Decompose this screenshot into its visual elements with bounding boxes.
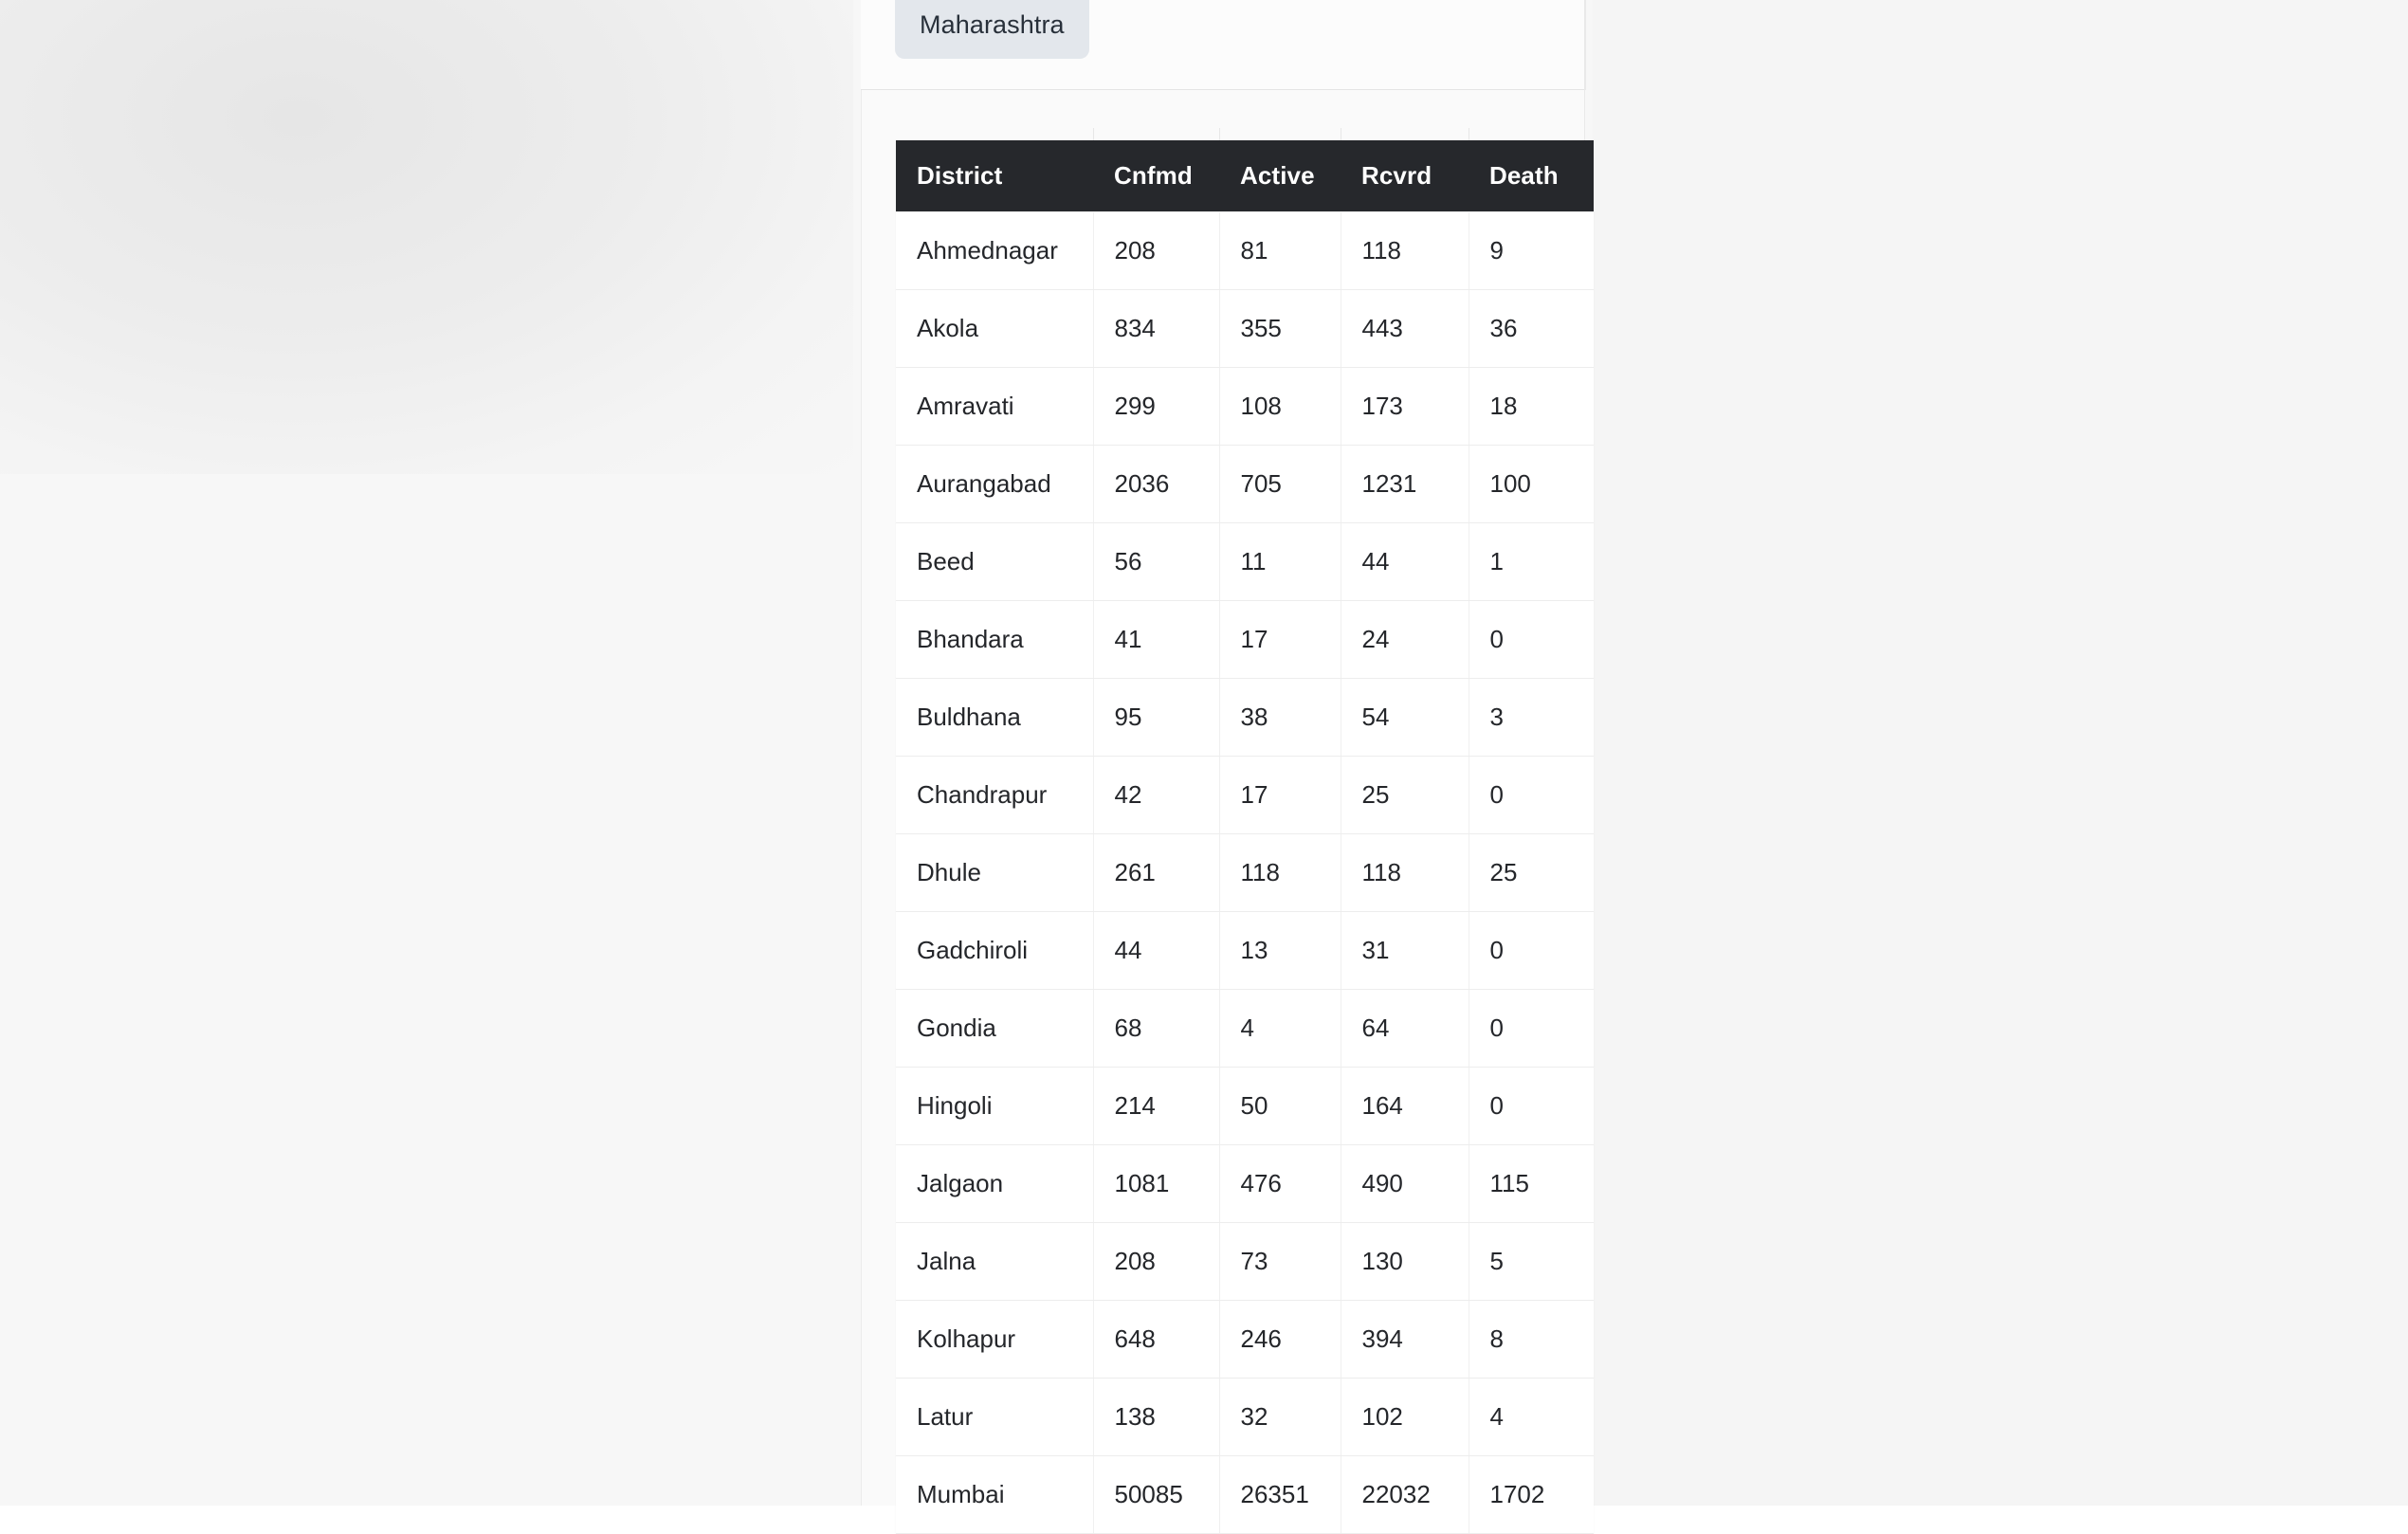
column-header-confirmed[interactable]: Cnfmd (1093, 140, 1219, 212)
cell-value: 25 (1469, 834, 1594, 912)
cell-value: 1 (1469, 523, 1594, 601)
cell-value: 115 (1469, 1145, 1594, 1223)
cell-value: 36 (1469, 290, 1594, 368)
cell-district: Kolhapur (896, 1301, 1093, 1379)
table-row (896, 446, 1594, 523)
column-header-recovered[interactable]: Rcvrd (1341, 140, 1469, 212)
cell-value: 50085 (1093, 1456, 1219, 1534)
table-row (896, 601, 1594, 679)
cell-value: 17 (1219, 757, 1341, 834)
table-header (896, 140, 1594, 212)
cell-value: 44 (1093, 912, 1219, 990)
column-header-deaths[interactable]: Death (1469, 140, 1594, 212)
cell-district: Latur (896, 1379, 1093, 1456)
table-row (896, 290, 1594, 368)
cell-value: 13 (1219, 912, 1341, 990)
cell-value: 24 (1341, 601, 1469, 679)
tab-bar-divider (861, 89, 1585, 90)
table-row (896, 834, 1594, 912)
cell-value: 25 (1341, 757, 1469, 834)
table-row (896, 1145, 1594, 1223)
cell-value: 0 (1469, 757, 1594, 834)
cell-value: 38 (1219, 679, 1341, 757)
cell-district: Aurangabad (896, 446, 1093, 523)
cell-value: 9 (1469, 212, 1594, 290)
cell-value: 11 (1219, 523, 1341, 601)
table-row (896, 912, 1594, 990)
table-row (896, 1456, 1594, 1534)
cell-value: 208 (1093, 1223, 1219, 1301)
district-table-container (896, 140, 1594, 1534)
cell-value: 18 (1469, 368, 1594, 446)
state-tab-maharashtra[interactable]: Maharashtra (895, 0, 1089, 59)
table-row (896, 368, 1594, 446)
cell-district: Buldhana (896, 679, 1093, 757)
cell-value: 118 (1219, 834, 1341, 912)
cell-value: 834 (1093, 290, 1219, 368)
cell-value: 3 (1469, 679, 1594, 757)
cell-district: Chandrapur (896, 757, 1093, 834)
cell-district: Ahmednagar (896, 212, 1093, 290)
cell-value: 2036 (1093, 446, 1219, 523)
cell-value: 443 (1341, 290, 1469, 368)
column-header-district[interactable]: District (896, 140, 1093, 212)
cell-value: 102 (1341, 1379, 1469, 1456)
cell-value: 705 (1219, 446, 1341, 523)
cell-district: Dhule (896, 834, 1093, 912)
cell-district: Jalna (896, 1223, 1093, 1301)
cell-value: 1081 (1093, 1145, 1219, 1223)
cell-value: 208 (1093, 212, 1219, 290)
cell-district: Jalgaon (896, 1145, 1093, 1223)
cell-value: 214 (1093, 1068, 1219, 1145)
cell-value: 490 (1341, 1145, 1469, 1223)
cell-value: 0 (1469, 601, 1594, 679)
table-row (896, 679, 1594, 757)
content-left-edge (861, 90, 862, 1506)
cell-value: 476 (1219, 1145, 1341, 1223)
cell-value: 299 (1093, 368, 1219, 446)
cell-value: 41 (1093, 601, 1219, 679)
cell-value: 0 (1469, 1068, 1594, 1145)
cell-value: 44 (1341, 523, 1469, 601)
table-row (896, 1068, 1594, 1145)
cell-value: 4 (1469, 1379, 1594, 1456)
cell-value: 355 (1219, 290, 1341, 368)
cell-value: 108 (1219, 368, 1341, 446)
cell-value: 17 (1219, 601, 1341, 679)
cell-value: 0 (1469, 912, 1594, 990)
table-body (896, 212, 1594, 1534)
cell-value: 56 (1093, 523, 1219, 601)
cell-value: 68 (1093, 990, 1219, 1068)
cell-value: 22032 (1341, 1456, 1469, 1534)
table-row (896, 990, 1594, 1068)
cell-district: Bhandara (896, 601, 1093, 679)
cell-value: 95 (1093, 679, 1219, 757)
table-row (896, 757, 1594, 834)
table-row (896, 1301, 1594, 1379)
cell-value: 164 (1341, 1068, 1469, 1145)
cell-value: 261 (1093, 834, 1219, 912)
table-row (896, 523, 1594, 601)
cell-value: 73 (1219, 1223, 1341, 1301)
cell-value: 0 (1469, 990, 1594, 1068)
cell-value: 54 (1341, 679, 1469, 757)
cell-district: Gadchiroli (896, 912, 1093, 990)
cell-value: 246 (1219, 1301, 1341, 1379)
background-panel-left (0, 0, 853, 474)
column-header-active[interactable]: Active (1219, 140, 1341, 212)
cell-district: Hingoli (896, 1068, 1093, 1145)
background-panel-right (1593, 0, 2408, 1506)
cell-district: Gondia (896, 990, 1093, 1068)
cell-value: 118 (1341, 212, 1469, 290)
district-table (896, 140, 1594, 1534)
cell-value: 5 (1469, 1223, 1594, 1301)
cell-value: 8 (1469, 1301, 1594, 1379)
table-header-row (896, 140, 1594, 212)
cell-value: 118 (1341, 834, 1469, 912)
table-row (896, 212, 1594, 290)
cell-value: 42 (1093, 757, 1219, 834)
cell-value: 648 (1093, 1301, 1219, 1379)
cell-value: 394 (1341, 1301, 1469, 1379)
cell-value: 1702 (1469, 1456, 1594, 1534)
cell-district: Akola (896, 290, 1093, 368)
table-row (896, 1379, 1594, 1456)
cell-value: 100 (1469, 446, 1594, 523)
cell-value: 130 (1341, 1223, 1469, 1301)
cell-value: 4 (1219, 990, 1341, 1068)
cell-value: 173 (1341, 368, 1469, 446)
cell-value: 1231 (1341, 446, 1469, 523)
cell-value: 26351 (1219, 1456, 1341, 1534)
cell-value: 64 (1341, 990, 1469, 1068)
cell-value: 32 (1219, 1379, 1341, 1456)
table-row (896, 1223, 1594, 1301)
cell-district: Beed (896, 523, 1093, 601)
cell-district: Amravati (896, 368, 1093, 446)
column-separator-ticks (896, 128, 1594, 141)
cell-value: 138 (1093, 1379, 1219, 1456)
cell-value: 31 (1341, 912, 1469, 990)
cell-value: 81 (1219, 212, 1341, 290)
cell-district: Mumbai (896, 1456, 1093, 1534)
cell-value: 50 (1219, 1068, 1341, 1145)
